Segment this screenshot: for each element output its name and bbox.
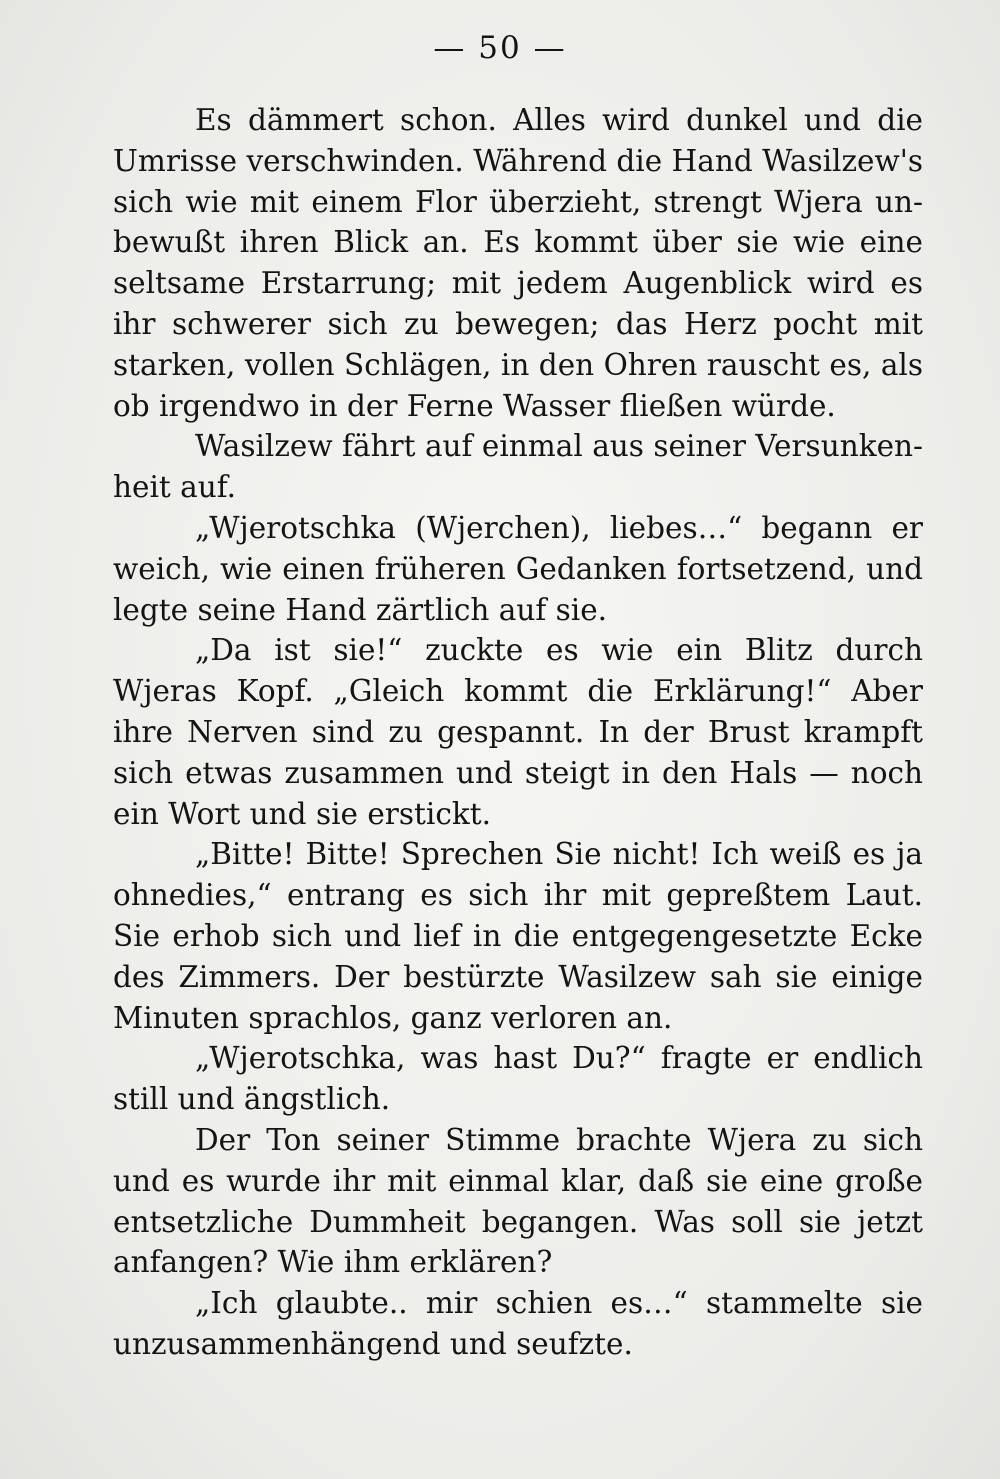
- paragraph-4: „Da ist sie!“ zuckte es wie ein Blitz durch Wjeras Kopf. „Gleich kommt die Erklärung!“ Aber ihre Nerven sind zu gespannt. In der Brust krampft sich etwas zusammen und steigt in den Hals — noch ein Wort und sie erstickt.: [113, 633, 923, 831]
- body-text: [113, 100, 923, 1365]
- paragraph-8: „Ich glaubte.. mir schien es…“ stammelte sie unzusammenhängend und seufzte.: [113, 1286, 923, 1361]
- paragraph-2: Wasilzew fährt auf einmal aus seiner Versunkenheit auf.: [113, 429, 923, 505]
- paragraph-1: Es dämmert schon. Alles wird dunkel und die Umrisse verschwinden. Während die Hand Wasilzew's sich wie mit einem Flor überzieht, strengt Wjera unbewußt ihren Blick an. Es kommt über sie wie eine seltsame Erstarrung; mit jedem Augenblick wird es ihr schwerer sich zu bewegen; das Herz pocht mit starken, vollen Schlägen, in den Ohren rauscht es, als ob irgendwo in der Ferne Wasser fließen würde.: [113, 103, 923, 423]
- paragraph-6: „Wjerotschka, was hast Du?“ fragte er endlich still und ängstlich.: [113, 1041, 923, 1117]
- paragraph-5: „Bitte! Bitte! Sprechen Sie nicht! Ich weiß es ja ohnedies,“ entrang es sich ihr mit gepreßtem Laut. Sie erhob sich und lief in die entgegengesetzte Ecke des Zimmers. Der bestürzte Wasilzew sah sie einige Minuten sprachlos, ganz verloren an.: [113, 837, 923, 1035]
- page-number: — 50 —: [433, 30, 567, 66]
- paragraph-7: Der Ton seiner Stimme brachte Wjera zu sich und es wurde ihr mit einmal klar, daß sie eine große entsetzliche Dummheit begangen. Was soll sie jetzt anfangen? Wie ihm erklären?: [113, 1122, 923, 1280]
- paragraph-3: „Wjerotschka (Wjerchen), liebes…“ begann er weich, wie einen früheren Gedanken fortsetzend, und legte seine Hand zärtlich auf sie.: [113, 510, 923, 627]
